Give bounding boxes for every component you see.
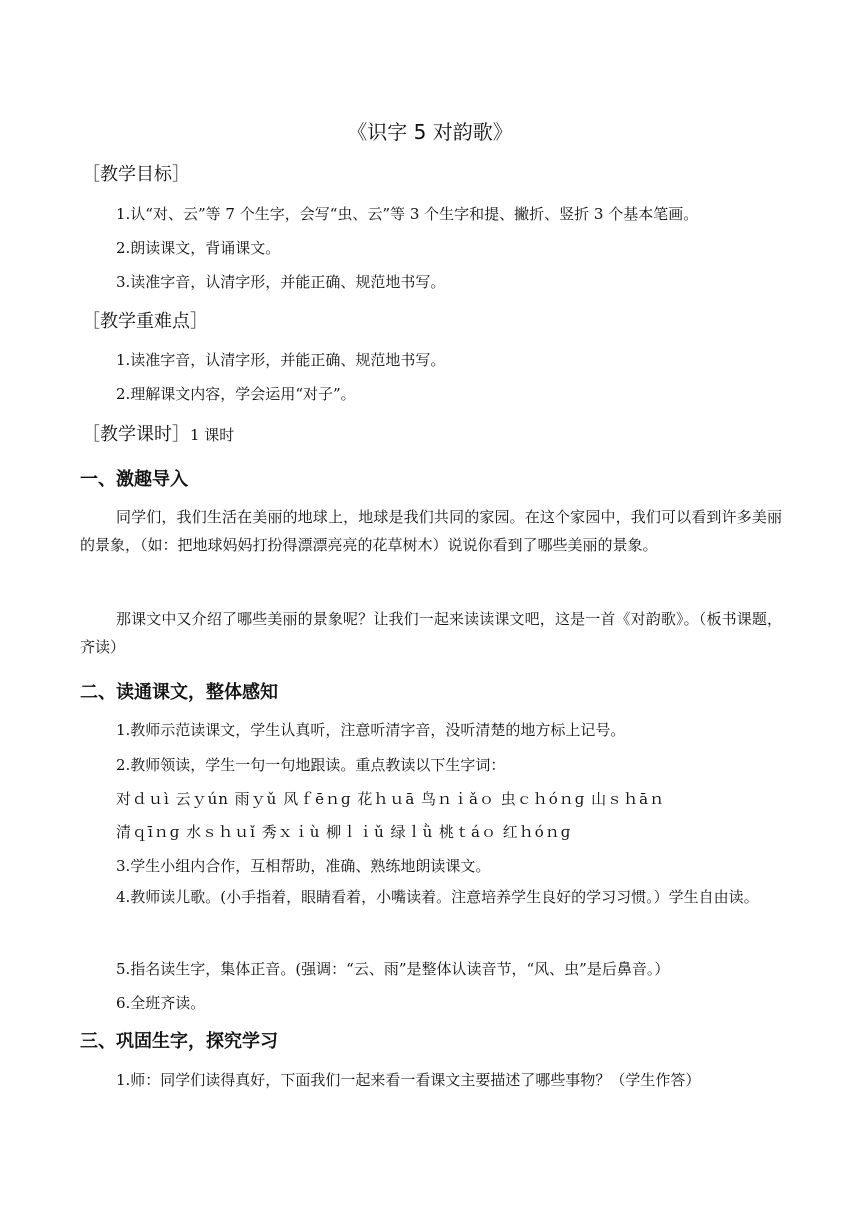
section-3-item-1: 1.师：同学们读得真好，下面我们一起来看一看课文主要描述了哪些事物？（学生作答）: [116, 1071, 701, 1089]
pinyin-line-2: 清ｑīｎɡ 水ｓｈｕǐ 秀ｘｉù 柳ｌｉǔ 绿ｌǜ 桃ｔáｏ 红ｈóｎɡ: [116, 823, 572, 841]
section-3-heading: 三、巩固生字，探究学习: [80, 1031, 278, 1052]
section-2-item-6: 6.全班齐读。: [116, 994, 206, 1012]
document-title: 《识字 5 对韵歌》: [347, 120, 513, 144]
hours-value: 1 课时: [190, 426, 235, 444]
goals-heading: ［教学目标］: [82, 164, 190, 185]
section-2-item-2: 2.教师领读，学生一句一句地跟读。重点教读以下生字词：: [116, 756, 506, 774]
goal-item-2: 2.朗读课文，背诵课文。: [116, 239, 281, 257]
hours-heading: ［教学课时］: [82, 424, 190, 445]
section-2-item-3: 3.学生小组内合作，互相帮助，准确、熟练地朗读课文。: [116, 857, 491, 875]
key-point-item-2: 2.理解课文内容，学会运用“对子”。: [116, 385, 356, 403]
section-1-paragraph-1: 同学们，我们生活在美丽的地球上，地球是我们共同的家园。在这个家园中，我们可以看到许多美丽的景象，（如：把地球妈妈打扮得漂漂亮亮的花草树木）说说你看到了哪些美丽的景象。: [80, 508, 782, 554]
goal-item-3: 3.读准字音，认清字形，并能正确、规范地书写。: [116, 273, 446, 291]
pinyin-line-1: 对ｄｕì 云ｙún 雨ｙǔ 风ｆēｎɡ 花ｈｕā 鸟ｎｉǎｏ 虫ｃｈóｎɡ 山ｓｈāｎ: [116, 790, 666, 808]
key-point-item-1: 1.读准字音，认清字形，并能正确、规范地书写。: [116, 351, 446, 369]
section-2-item-4: 4.教师读儿歌。(小手指着，眼睛看着，小嘴读着。注意培养学生良好的学习习惯。）学生自由读。: [116, 888, 759, 906]
section-1-paragraph-2: 那课文中又介绍了哪些美丽的景象呢？让我们一起来读读课文吧，这是一首《对韵歌》。（板书课题，齐读）: [80, 610, 782, 656]
section-1-heading: 一、激趣导入: [80, 469, 188, 490]
section-2-item-5: 5.指名读生字，集体正音。(强调：“云、雨”是整体认读音节，“风、虫”是后鼻音。）: [116, 960, 670, 978]
section-2-item-1: 1.教师示范读课文，学生认真听，注意听清字音，没听清楚的地方标上记号。: [116, 721, 626, 739]
key-points-heading: ［教学重难点］: [82, 311, 208, 332]
goal-item-1: 1.认“对、云”等 7 个生字，会写“虫、云”等 3 个生字和提、撇折、竖折 3 个基本笔画。: [116, 205, 699, 223]
section-2-heading: 二、读通课文，整体感知: [80, 682, 278, 703]
hours-line: [82, 420, 234, 446]
